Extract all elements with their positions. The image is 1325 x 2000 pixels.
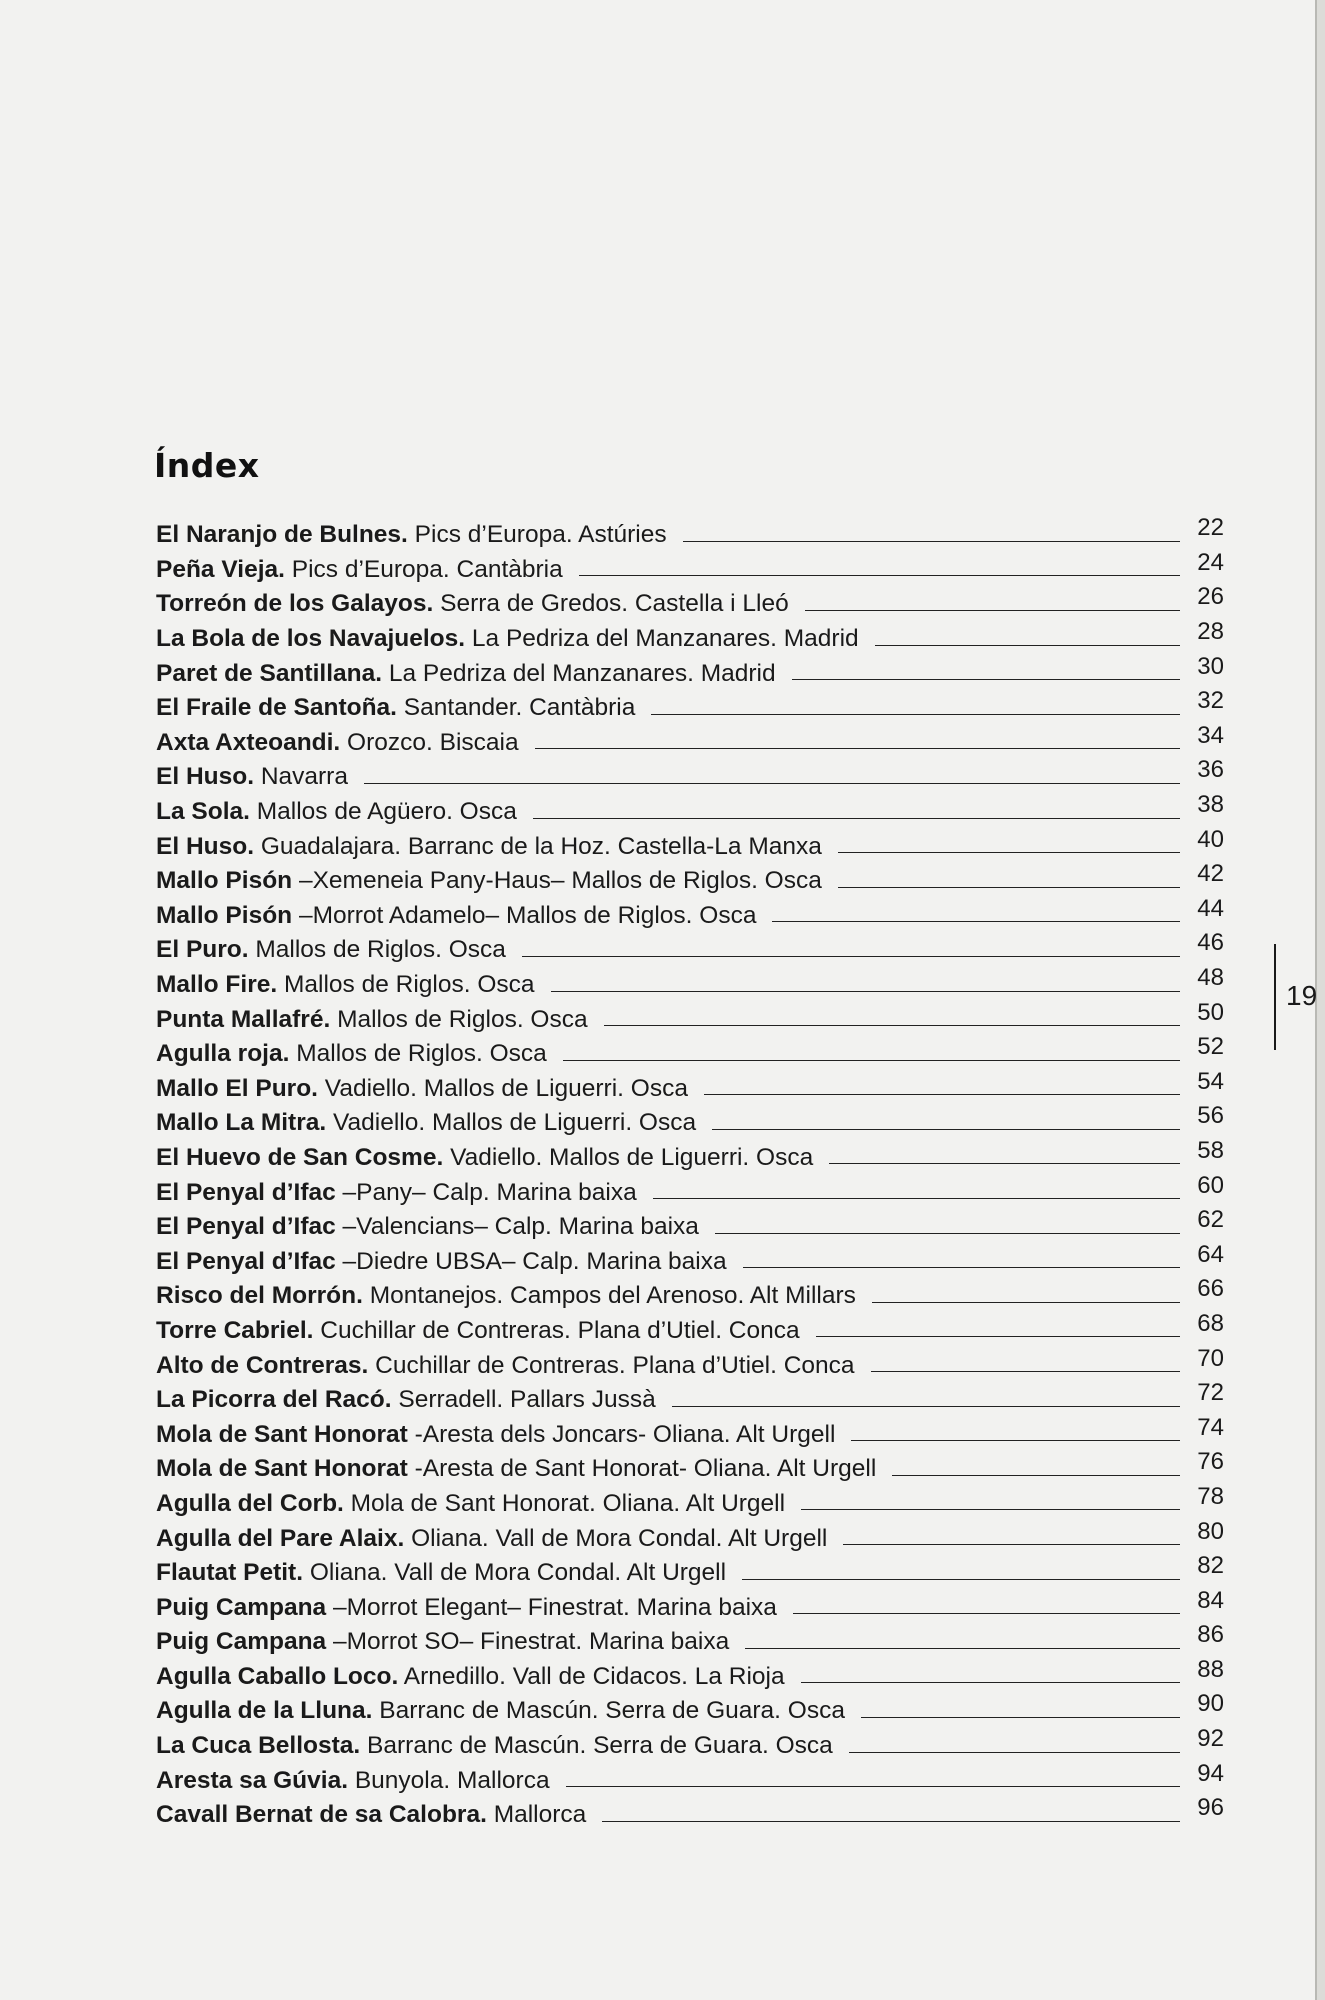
entry-name: El Puro. (156, 936, 249, 964)
index-entry (156, 1552, 1224, 1591)
index-entry (156, 1067, 1224, 1107)
entry-location: Mallos de Riglos. Osca (289, 1040, 547, 1068)
entry-page-number: 84 (1197, 1586, 1224, 1614)
folio (1274, 944, 1318, 1050)
entry-name: La Picorra del Racó. (156, 1386, 392, 1414)
entry-name: Flautat Petit. (156, 1559, 304, 1587)
leader-line (715, 1233, 1180, 1234)
entry-location: Cuchillar de Contreras. Plana d’Utiel. Conca (368, 1351, 855, 1379)
leader-line (793, 1613, 1180, 1614)
folio-rule (1274, 944, 1276, 1050)
index-entry (156, 825, 1224, 864)
entry-name: Punta Mallafré. (156, 1005, 331, 1033)
entry-text (156, 590, 789, 618)
index-entry (156, 1413, 1224, 1452)
leader-line (872, 1302, 1180, 1303)
leader-line (871, 1371, 1180, 1372)
leader-line (816, 1336, 1180, 1337)
entry-text (156, 1075, 688, 1103)
index-entry (156, 1136, 1224, 1176)
entry-text (156, 521, 667, 549)
entry-text (156, 660, 776, 688)
entry-location: La Pedriza del Manzanares. Madrid (382, 659, 776, 687)
entry-page-number: 72 (1197, 1379, 1224, 1407)
entry-text (156, 1248, 727, 1276)
folio-page-number: 19 (1286, 980, 1318, 1011)
index-entry (156, 687, 1224, 726)
entry-text (156, 798, 517, 826)
entry-text (156, 1697, 845, 1725)
leader-line (563, 1060, 1180, 1061)
index-entry (156, 1379, 1224, 1418)
entry-name: Agulla del Corb. (156, 1489, 344, 1517)
entry-page-number: 24 (1197, 548, 1224, 576)
entry-text (156, 694, 635, 722)
index-entry (156, 514, 1224, 553)
entry-location: Vadiello. Mallos de Liguerri. Osca (443, 1143, 814, 1171)
entry-name: Torreón de los Galayos. (156, 590, 434, 618)
leader-line (604, 1025, 1180, 1026)
entry-location: Santander. Cantàbria (396, 694, 636, 722)
entry-location: -Aresta dels Joncars- Oliana. Alt Urgell (407, 1420, 836, 1448)
entry-page-number: 96 (1197, 1794, 1224, 1822)
index-entry (156, 1033, 1224, 1072)
leader-line (829, 1163, 1180, 1164)
entry-text (156, 1282, 856, 1310)
entry-name: Agulla de la Lluna. (156, 1697, 373, 1725)
entry-page-number: 56 (1197, 1102, 1224, 1130)
index-entry (156, 1482, 1224, 1522)
entry-location: –Morrot Elegant– Finestrat. Marina baixa (326, 1593, 777, 1621)
entry-location: –Morrot Adamelo– Mallos de Riglos. Osca (292, 901, 757, 929)
index-entry (156, 618, 1224, 657)
leader-line (851, 1440, 1180, 1441)
leader-line (745, 1648, 1180, 1649)
entry-page-number: 88 (1197, 1655, 1224, 1683)
entry-text (156, 1732, 833, 1760)
entry-page-number: 86 (1197, 1621, 1224, 1649)
leader-line (551, 991, 1180, 992)
entry-page-number: 36 (1197, 756, 1224, 784)
index-entry (156, 964, 1224, 1003)
entry-location: Arnedillo. Vall de Cidacos. La Rioja (398, 1662, 785, 1690)
leader-line (522, 956, 1180, 957)
entry-text (156, 1525, 827, 1553)
entry-name: El Penyal d’Ifac (156, 1178, 336, 1206)
entry-location: Mallos de Riglos. Osca (277, 971, 535, 999)
entry-location: Bunyola. Mallorca (348, 1766, 550, 1794)
entry-location: Vadiello. Mallos de Liguerri. Osca (318, 1074, 688, 1102)
entry-location: Oliana. Vall de Mora Condal. Alt Urgell (404, 1524, 828, 1552)
entry-page-number: 42 (1197, 860, 1224, 888)
entry-page-number: 76 (1197, 1448, 1224, 1476)
entry-name: Aresta sa Gúvia. (156, 1766, 349, 1794)
entry-text (156, 1490, 785, 1518)
leader-line (849, 1752, 1180, 1753)
leader-line (704, 1094, 1180, 1095)
entry-location: Pics d’Europa. Cantàbria (284, 555, 563, 583)
entry-text (156, 1767, 550, 1795)
entry-text (156, 1421, 835, 1449)
entry-page-number: 78 (1197, 1482, 1224, 1510)
index-entry (156, 1102, 1224, 1141)
entry-text (156, 867, 822, 895)
entry-location: Orozco. Biscaia (340, 728, 519, 756)
entry-name: Risco del Morrón. (156, 1282, 363, 1310)
entry-location: Mallos de Riglos. Osca (248, 936, 506, 964)
entry-text (156, 1213, 699, 1241)
index-entry (156, 1621, 1224, 1660)
leader-line (875, 645, 1180, 646)
entry-text (156, 763, 348, 791)
index-entry (156, 1275, 1224, 1314)
index-entry (156, 756, 1224, 795)
entry-page-number: 48 (1197, 964, 1224, 992)
entry-page-number: 58 (1197, 1136, 1224, 1164)
leader-line (805, 610, 1180, 611)
entry-page-number: 60 (1197, 1171, 1224, 1199)
index-entry (156, 1240, 1224, 1279)
entry-name: Paret de Santillana. (156, 659, 383, 687)
leader-line (651, 714, 1180, 715)
index-entry (156, 583, 1224, 622)
entry-location: –Morrot SO– Finestrat. Marina baixa (326, 1628, 730, 1656)
index-entry (156, 721, 1224, 761)
index-entry (156, 1448, 1224, 1487)
entry-page-number: 44 (1197, 894, 1224, 922)
entry-page-number: 80 (1197, 1517, 1224, 1545)
entry-page-number: 28 (1197, 618, 1224, 646)
index-entry (156, 1171, 1224, 1210)
entry-name: Puig Campana (156, 1628, 327, 1656)
entry-name: Mola de Sant Honorat (156, 1455, 408, 1483)
entry-text (156, 1663, 785, 1691)
entry-location: –Valencians– Calp. Marina baixa (335, 1213, 699, 1241)
entry-text (156, 1006, 588, 1034)
index-entry (156, 860, 1224, 899)
entry-name: Puig Campana (156, 1593, 327, 1621)
entry-page-number: 38 (1197, 791, 1224, 819)
entry-name: Mallo El Puro. (156, 1074, 318, 1102)
entry-page-number: 22 (1197, 514, 1224, 542)
leader-line (792, 679, 1180, 680)
entry-name: La Bola de los Navajuelos. (156, 625, 466, 653)
entry-page-number: 50 (1197, 998, 1224, 1026)
entry-name: Torre Cabriel. (156, 1316, 314, 1344)
entry-text (156, 1559, 726, 1587)
index-entry (156, 929, 1224, 968)
entry-name: El Huevo de San Cosme. (156, 1143, 444, 1171)
leader-line (533, 818, 1180, 819)
entry-text (156, 1144, 813, 1172)
entry-name: Alto de Contreras. (156, 1351, 369, 1379)
leader-line (579, 575, 1180, 576)
entry-name: El Penyal d’Ifac (156, 1213, 336, 1241)
leader-line (743, 1267, 1180, 1268)
entry-page-number: 52 (1197, 1033, 1224, 1061)
leader-line (672, 1406, 1180, 1407)
entry-location: Oliana. Vall de Mora Condal. Alt Urgell (303, 1559, 727, 1587)
index-entry (156, 1586, 1224, 1625)
entry-page-number: 30 (1197, 652, 1224, 680)
entry-location: Serradell. Pallars Jussà (391, 1386, 656, 1414)
entry-page-number: 54 (1197, 1067, 1224, 1095)
entry-page-number: 70 (1197, 1344, 1224, 1372)
entry-name: Mola de Sant Honorat (156, 1420, 408, 1448)
leader-line (772, 921, 1180, 922)
entry-text (156, 1628, 729, 1656)
index-entry (156, 791, 1224, 830)
entry-name: Agulla Caballo Loco. (156, 1662, 399, 1690)
leader-line (602, 1821, 1180, 1822)
entry-location: Barranc de Mascún. Serra de Guara. Osca (372, 1697, 845, 1725)
entry-page-number: 34 (1197, 721, 1224, 749)
entry-name: Axta Axteoandi. (156, 728, 341, 756)
entry-page-number: 62 (1197, 1206, 1224, 1234)
entry-location: –Diedre UBSA– Calp. Marina baixa (335, 1247, 727, 1275)
entry-page-number: 82 (1197, 1552, 1224, 1580)
index-entry (156, 998, 1224, 1037)
index-entry (156, 1344, 1224, 1383)
leader-line (892, 1475, 1180, 1476)
entry-location: Mola de Sant Honorat. Oliana. Alt Urgell (343, 1489, 786, 1517)
index-entry (156, 1725, 1224, 1764)
entry-name: El Penyal d’Ifac (156, 1247, 336, 1275)
entry-location: La Pedriza del Manzanares. Madrid (465, 625, 859, 653)
entry-location: Montanejos. Campos del Arenoso. Alt Millars (362, 1282, 856, 1310)
entry-name: La Cuca Bellosta. (156, 1732, 361, 1760)
entry-text (156, 833, 822, 861)
entry-page-number: 64 (1197, 1240, 1224, 1268)
leader-line (535, 748, 1180, 749)
index-entry (156, 1655, 1224, 1695)
entry-location: Barranc de Mascún. Serra de Guara. Osca (360, 1732, 833, 1760)
entry-name: La Sola. (156, 798, 250, 826)
leader-line (838, 887, 1180, 888)
entry-page-number: 94 (1197, 1759, 1224, 1787)
entry-page-number: 68 (1197, 1309, 1224, 1337)
entry-location: –Xemeneia Pany-Haus– Mallos de Riglos. Osca (292, 867, 822, 895)
index-entry (156, 1206, 1224, 1245)
entry-text (156, 1317, 800, 1345)
entry-name: El Huso. (156, 832, 255, 860)
index-entry (156, 1517, 1224, 1556)
entry-name: El Huso. (156, 763, 255, 791)
entry-text (156, 1386, 656, 1414)
entry-text (156, 556, 563, 584)
entry-name: Mallo Pisón (156, 867, 293, 895)
entry-location: Mallos de Riglos. Osca (330, 1005, 588, 1033)
entry-text (156, 1040, 547, 1068)
entry-location: -Aresta de Sant Honorat- Oliana. Alt Urgell (407, 1455, 877, 1483)
entry-text (156, 971, 535, 999)
entry-text (156, 1109, 696, 1137)
entry-text (156, 902, 756, 930)
index-entry (156, 1759, 1224, 1798)
entry-name: Mallo La Mitra. (156, 1109, 327, 1137)
entry-text (156, 1179, 637, 1207)
entry-page-number: 92 (1197, 1725, 1224, 1753)
entry-text (156, 1594, 777, 1622)
entry-location: Mallos de Agüero. Osca (249, 798, 517, 826)
entry-text (156, 625, 859, 653)
leader-line (742, 1579, 1180, 1580)
entry-location: Mallorca (486, 1801, 587, 1829)
entry-location: Navarra (254, 763, 348, 791)
entry-name: Mallo Fire. (156, 971, 278, 999)
entry-text (156, 1801, 586, 1829)
index-entry (156, 652, 1224, 691)
leader-line (861, 1717, 1180, 1718)
index-entry (156, 548, 1224, 588)
leader-line (712, 1129, 1180, 1130)
leader-line (364, 783, 1180, 784)
index-entry (156, 1309, 1224, 1349)
entry-name: El Naranjo de Bulnes. (156, 521, 408, 549)
entry-location: Serra de Gredos. Castella i Lleó (433, 590, 789, 618)
index-entry (156, 894, 1224, 934)
entry-name: El Fraile de Santoña. (156, 694, 397, 722)
entry-text (156, 729, 519, 757)
entry-page-number: 40 (1197, 825, 1224, 853)
entry-page-number: 66 (1197, 1275, 1224, 1303)
entry-name: Peña Vieja. (156, 555, 285, 583)
entry-location: Cuchillar de Contreras. Plana d’Utiel. Conca (313, 1316, 800, 1344)
entry-page-number: 46 (1197, 929, 1224, 957)
leader-line (653, 1198, 1180, 1199)
entry-location: –Pany– Calp. Marina baixa (335, 1178, 637, 1206)
leader-line (843, 1544, 1180, 1545)
entry-text (156, 1352, 855, 1380)
index-entry (156, 1794, 1224, 1833)
entry-name: Agulla del Pare Alaix. (156, 1524, 405, 1552)
leader-line (801, 1682, 1180, 1683)
entry-page-number: 26 (1197, 583, 1224, 611)
index-list (156, 514, 1224, 1833)
index-entry (156, 1690, 1224, 1729)
page-title: Índex (154, 446, 260, 485)
entry-name: Mallo Pisón (156, 901, 293, 929)
entry-location: Guadalajara. Barranc de la Hoz. Castella-La Manxa (254, 832, 822, 860)
entry-text (156, 1455, 876, 1483)
entry-location: Vadiello. Mallos de Liguerri. Osca (326, 1109, 697, 1137)
leader-line (683, 541, 1180, 542)
entry-name: Agulla roja. (156, 1040, 290, 1068)
entry-page-number: 74 (1197, 1413, 1224, 1441)
entry-page-number: 90 (1197, 1690, 1224, 1718)
leader-line (838, 852, 1180, 853)
leader-line (566, 1786, 1180, 1787)
entry-name: Cavall Bernat de sa Calobra. (156, 1801, 487, 1829)
leader-line (801, 1509, 1180, 1510)
entry-location: Pics d’Europa. Astúries (407, 521, 667, 549)
entry-page-number: 32 (1197, 687, 1224, 715)
entry-text (156, 936, 506, 964)
